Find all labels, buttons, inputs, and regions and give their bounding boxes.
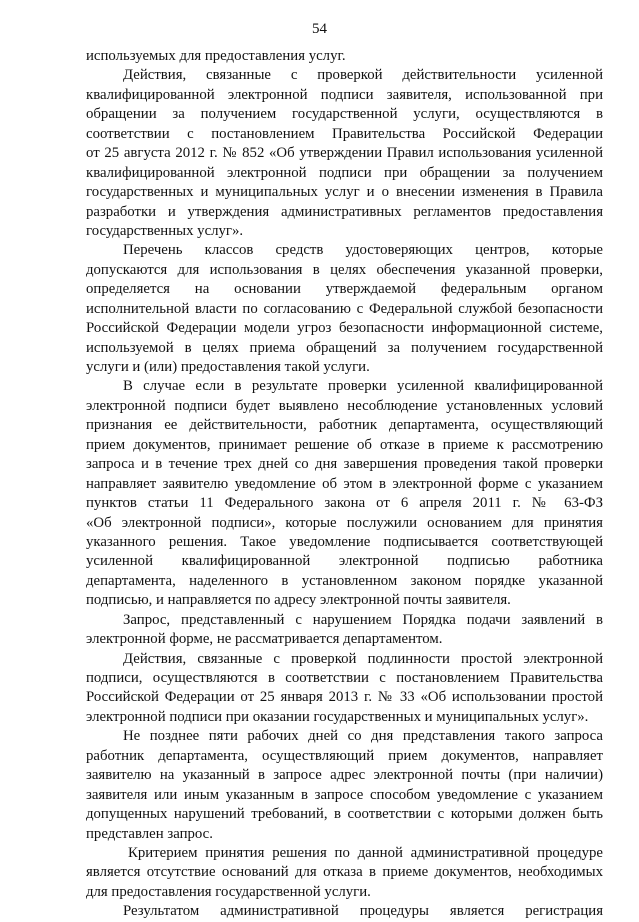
text-line: является отсутствие оснований для отказа в приеме документов, необходимых	[86, 864, 603, 881]
text-line: усиленной квалифицированной электронной подписью работника	[86, 553, 603, 570]
text-line: Российской Федерации от 25 января 2013 г. № 33 «Об использовании простой	[86, 689, 603, 706]
text-line: Действия, связанные с проверкой действительности усиленной	[123, 67, 603, 84]
text-line: представлен запрос.	[86, 825, 213, 842]
text-line: для предоставления государственной услуги.	[86, 883, 371, 900]
text-line: исполнительной власти по согласованию с Федеральной службой безопасности	[86, 300, 603, 317]
text-line: Перечень классов средств удостоверяющих центров, которые	[123, 242, 603, 259]
body-text	[86, 47, 603, 922]
text-line: электронной подписи при оказании государственных и муниципальных услуг».	[86, 708, 589, 725]
text-line: соответствии с постановлением Правительства Российской Федерации	[86, 125, 603, 142]
text-line: Запрос, представленный с нарушением Порядка подачи заявлений в	[123, 611, 603, 628]
text-line: указанного решения. Такое уведомление подписывается соответствующей	[86, 533, 603, 550]
text-line: используемой в целях приема обращений за получением государственной	[86, 339, 603, 356]
text-line: используемых для предоставления услуг.	[86, 48, 346, 64]
text-line: заявителю на указанный в запросе адрес электронной почты (при наличии)	[86, 767, 603, 784]
text-line: разработки и утверждения административных регламентов предоставления	[86, 203, 603, 220]
text-line: Результатом административной процедуры является регистрация	[123, 903, 603, 920]
text-line: заявителя или иным указанным в запросе способом уведомление с указанием	[86, 786, 603, 803]
text-line: подписью, и направляется по адресу электронной почты заявителя.	[86, 592, 511, 609]
text-line: В случае если в результате проверки усиленной квалифицированной	[123, 378, 603, 395]
text-line: «Об электронной подписи», которые послужили основанием для принятия	[86, 514, 603, 531]
text-line: обращении за получением государственной услуги, осуществляются в	[86, 106, 603, 123]
text-line: признания ее действительности, работник департамента, осуществляющий	[86, 417, 603, 434]
text-line: прием документов, принимает решение об отказе в приеме к рассмотрению	[86, 436, 603, 453]
text-line: квалифицированной электронной подписи при обращении за получением	[86, 164, 603, 181]
text-line: допускаются для использования в целях обеспечения указанной проверки,	[86, 261, 603, 278]
text-line: департамента, наделенного в установленном законом порядке указанной	[86, 572, 603, 589]
page-number: 54	[312, 21, 327, 37]
text-line: государственных услуг».	[86, 222, 244, 239]
text-line: Не позднее пяти рабочих дней со дня представления такого запроса	[123, 728, 603, 745]
text-line: электронной форме, не рассматривается департаментом.	[86, 631, 443, 648]
text-line: Действия, связанные с проверкой подлинности простой электронной	[123, 650, 603, 667]
text-line: государственных и муниципальных услуг и о внесении изменения в Правила	[86, 184, 603, 201]
text-line: допущенных нарушений требований, в соответствии с которыми должен быть	[86, 806, 603, 823]
text-line: направляет заявителю уведомление об этом в электронной форме с указанием	[86, 475, 603, 492]
text-line: электронной подписи будет выявлено несоблюдение установленных условий	[86, 397, 603, 414]
text-line: подписи, осуществляются в соответствии с постановлением Правительства	[86, 670, 603, 686]
text-line: работник департамента, осуществляющий прием документов, направляет	[86, 747, 603, 764]
text-line: Российской Федерации модели угроз безопасности информационной системе,	[86, 320, 603, 337]
text-line: услуги и (или) предоставления такой услуги.	[86, 359, 370, 375]
text-line: определяется на основании утверждаемой федеральным органом	[86, 281, 603, 298]
text-line: пунктов статьи 11 Федерального закона от 6 апреля 2011 г. № 63-ФЗ	[86, 495, 603, 512]
text-line: Критерием принятия решения по данной административной процедуре	[128, 844, 603, 861]
text-line: запроса и в течение трех дней со дня завершения проведения такой проверки	[86, 456, 603, 473]
text-line: от 25 августа 2012 г. № 852 «Об утверждении Правил использования усиленной	[86, 145, 603, 162]
text-line: квалифицированной электронной подписи заявителя, использованной при	[86, 86, 603, 103]
